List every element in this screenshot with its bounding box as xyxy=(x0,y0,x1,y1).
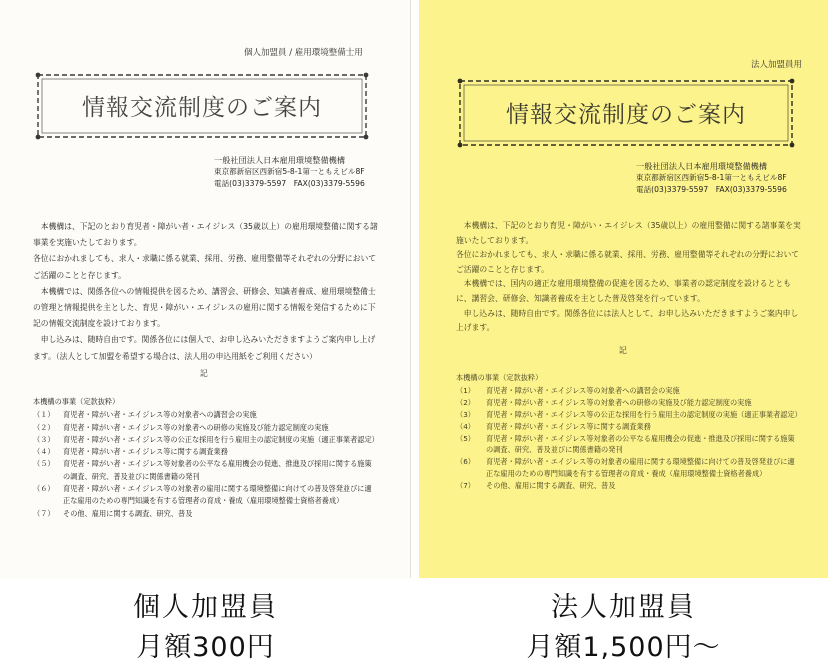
list-item: （7） その他、雇用に関する調査、研究、普及 xyxy=(456,481,616,491)
business-list-heading: 本機構の事業（定款抜粋） xyxy=(33,397,120,406)
title-frame xyxy=(35,72,369,140)
list-item: （4） 育児者・障がい者・エイジレス等に関する調査業務 xyxy=(456,421,651,431)
body-paragraph: 各位におかれましても、求人・求職に係る就業、採用、労務、雇用整備等それぞれの分野においてご活躍のことと存じます。 xyxy=(33,254,377,280)
list-item: （1） 育児者・障がい者・エイジレス等の対象者への講習会の実施 xyxy=(456,385,680,395)
organization-info xyxy=(636,160,787,196)
body-paragraph: 申し込みは、随時自由です。関係各位には個人で、お申し込みいただきますようご案内申し上げます。（法人として加盟を希望する場合は、法人用の申込用紙をご利用ください） xyxy=(33,335,376,361)
individual-member-flyer xyxy=(0,0,411,578)
list-item: （７） その他、雇用に関する調査、研究、普及 xyxy=(33,508,193,518)
ki-marker: 記 xyxy=(619,346,627,355)
caption-monthly-fee: 月額1,500円〜 xyxy=(526,632,721,663)
body-paragraph: 本機構は、下記のとおり育児・障がい・エイジレス（35歳以上）の雇用整備に関する諸事業を実施いたしております。 xyxy=(456,221,801,245)
body-paragraph: 申し込みは、随時自由です。関係各位には法人として、お申し込みいただきますようご案内申し上げます。 xyxy=(456,308,799,333)
list-item: （２） 育児者・障がい者・エイジレス等の対象者への研修の実施及び能力認定制度の実施 xyxy=(33,422,329,432)
organization-name: 一般社団法人日本雇用環境整備機構 xyxy=(214,155,346,165)
list-item: （３） 育児者・障がい者・エイジレス等の公正な採用を行う雇用主の認定制度の実施（適正事業者認定） xyxy=(33,434,379,444)
flyer-body xyxy=(33,219,378,365)
ki-marker: 記 xyxy=(200,369,208,378)
organization-info xyxy=(214,154,365,190)
list-item: （2） 育児者・障がい者・エイジレス等の対象者への研修の実施及び能力認定制度の実施 xyxy=(456,397,752,407)
title-frame xyxy=(457,78,795,148)
corporate-member-flyer xyxy=(419,0,828,578)
list-item: （5） 育児者・障がい者・エイジレス等対象者の公平なる雇用機会の促進・推進及び採用に関する施策 の調査、研究、普及並びに関係書籍の発刊 xyxy=(456,433,795,455)
caption-member-type: 個人加盟員 xyxy=(133,592,278,623)
list-item: （１） 育児者・障がい者・エイジレス等の対象者への講習会の実施 xyxy=(33,410,257,420)
list-item: （６） 育児者・障がい者・エイジレス等の対象者の雇用に関する環境整備に向けての普及啓発並びに適 正な雇用のための専門知識を有する管理者の育成・養成（雇用環境整備士資格者養成） xyxy=(33,484,372,506)
business-list xyxy=(456,372,806,492)
organization-phone: 電話(03)3379-5597 FAX(03)3379-5596 xyxy=(636,185,787,194)
organization-address: 東京都新宿区西新宿5-8-1第一ともえビル8F xyxy=(214,167,365,176)
flyer-title: 情報交流制度のご案内 xyxy=(82,94,322,121)
caption-member-type: 法人加盟員 xyxy=(551,592,696,623)
list-item: （４） 育児者・障がい者・エイジレス等に関する調査業務 xyxy=(33,447,228,457)
list-item: （6） 育児者・障がい者・エイジレス等の対象者の雇用に関する環境整備に向けての普及啓発並びに適 正な雇用のための専門知識を有する管理者の育成・養成（雇用環境整備士資格者養成） xyxy=(456,457,795,479)
business-list xyxy=(33,396,383,520)
organization-address: 東京都新宿区西新宿5-8-1第一ともえビル8F xyxy=(636,173,787,182)
flyer-type-label: 個人加盟員 / 雇用環境整備士用 xyxy=(244,48,363,58)
body-paragraph: 本機構では、国内の適正な雇用環境整備の促進を図るため、事業者の認定制度を設けるとともに、講習会、研修会、知識者養成を主とした普及啓発を行っています。 xyxy=(456,279,791,303)
business-list-heading: 本機構の事業（定款抜粋） xyxy=(456,373,543,382)
list-item: （3） 育児者・障がい者・エイジレス等の公正な採用を行う雇用主の認定制度の実施（適正事業者認定） xyxy=(456,409,802,419)
body-paragraph: 本機構では、関係各位への情報提供を図るため、講習会、研修会、知識者養成、雇用環境整備士の管理と情報提供を主とした、育児・障がい・エイジレスの雇用に関する情報を発信するために下記の情報交流制度を設けております。 xyxy=(33,286,376,329)
body-paragraph: 本機構は、下記のとおり育児者・障がい者・エイジレス（35歳以上）の雇用環境整備に関する諸事業を実施いたしております。 xyxy=(33,222,378,248)
caption-monthly-fee: 月額300円 xyxy=(136,632,275,663)
list-item: （５） 育児者・障がい者・エイジレス等対象者の公平なる雇用機会の促進、推進及び採用に関する施策 の調査、研究、普及並びに関係書籍の発刊 xyxy=(33,459,372,481)
flyer-type-label: 法人加盟員用 xyxy=(751,60,803,70)
body-paragraph: 各位におかれましても、求人・求職に係る就業、採用、労務、雇用整備等それぞれの分野においてご活躍のことと存じます。 xyxy=(456,250,800,274)
organization-name: 一般社団法人日本雇用環境整備機構 xyxy=(636,161,768,171)
flyer-body xyxy=(456,219,802,336)
flyer-title: 情報交流制度のご案内 xyxy=(506,101,746,128)
organization-phone: 電話(03)3379-5597 FAX(03)3379-5596 xyxy=(214,179,365,188)
